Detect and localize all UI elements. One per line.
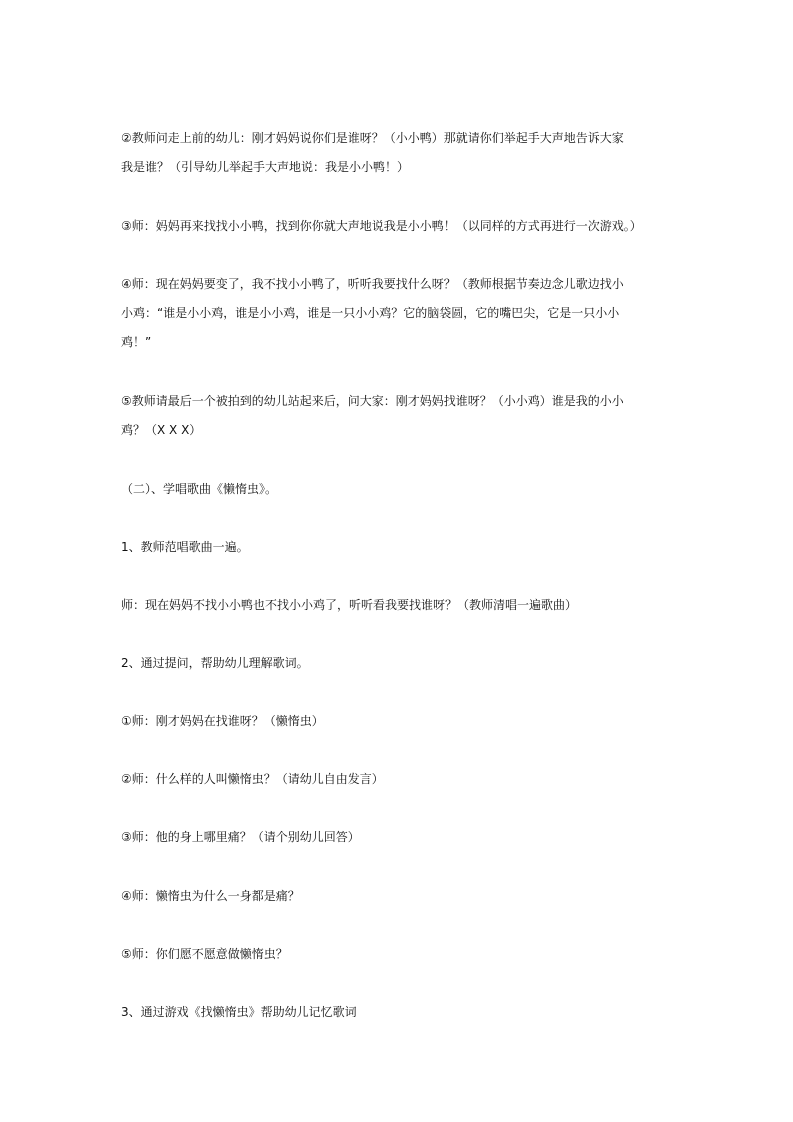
- text-line: ⑤教师请最后一个被拍到的幼儿站起来后，问大家：刚才妈妈找谁呀？（小小鸡）谁是我的小小: [121, 394, 624, 408]
- paragraph-question-3: [121, 823, 681, 852]
- text-line: ①师：刚才妈妈在找谁呀？（懒惰虫）: [121, 714, 324, 728]
- text-line: 鸡！”: [121, 335, 152, 349]
- paragraph-teacher-sings: [121, 591, 681, 620]
- text-line: ④师：现在妈妈要变了，我不找小小鸭了，听听我要找什么呀？（教师根据节奏边念儿歌边找小: [121, 277, 624, 291]
- text-line: ②师：什么样的人叫懒惰虫？（请幼儿自由发言）: [121, 772, 384, 786]
- paragraph-step-5-last-child: [121, 387, 681, 445]
- text-line: 2、通过提问，帮助幼儿理解歌词。: [121, 656, 309, 670]
- text-line: 3、通过游戏《找懒惰虫》帮助幼儿记忆歌词: [121, 1005, 357, 1019]
- section-heading-learn-song: [121, 475, 681, 504]
- text-line: 我是谁？（引导幼儿举起手大声地说：我是小小鸭！）: [121, 160, 410, 174]
- paragraph-item-3-game: [121, 998, 681, 1027]
- paragraph-step-2-ask-children: [121, 124, 681, 182]
- text-line: ②教师问走上前的幼儿：刚才妈妈说你们是谁呀？（小小鸭）那就请你们举起手大声地告诉大家: [121, 131, 624, 145]
- text-line: 小鸡：“谁是小小鸡，谁是小小鸡，谁是一只小小鸡？它的脑袋圆，它的嘴巴尖，它是一只小小: [121, 306, 620, 320]
- text-line: 鸡？（X X X）: [121, 423, 202, 437]
- paragraph-item-1-demo-song: [121, 533, 681, 562]
- text-line: ③师：他的身上哪里痛？（请个别幼儿回答）: [121, 830, 360, 844]
- paragraph-question-1: [121, 707, 681, 736]
- text-line: 师：现在妈妈不找小小鸭也不找小小鸡了，听听看我要找谁呀？（教师清唱一遍歌曲）: [121, 598, 578, 612]
- text-line: （二）、学唱歌曲《懒惰虫》。: [121, 482, 278, 496]
- text-line: ③师：妈妈再来找找小小鸭，找到你你就大声地说我是小小鸭！（以同样的方式再进行一次游戏。）: [121, 219, 642, 233]
- paragraph-step-4-find-chicks: [121, 270, 681, 357]
- paragraph-item-2-questions: [121, 649, 681, 678]
- paragraph-question-2: [121, 765, 681, 794]
- paragraph-question-5: [121, 940, 681, 969]
- paragraph-step-3-find-ducklings: [121, 212, 681, 241]
- paragraph-question-4: [121, 882, 681, 911]
- text-line: 1、教师范唱歌曲一遍。: [121, 540, 249, 554]
- text-line: ⑤师：你们愿不愿意做懒惰虫？: [121, 947, 288, 961]
- text-line: ④师：懒惰虫为什么一身都是痛？: [121, 889, 300, 903]
